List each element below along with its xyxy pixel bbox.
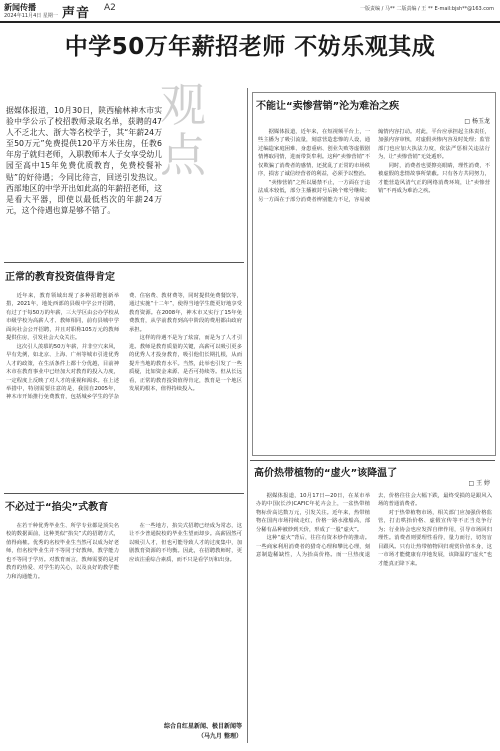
source-line: 综合自红星新闻、极目新闻等 [163,723,242,730]
article-title: 正常的教育投资值得肯定 [5,272,115,283]
paragraph: 在一些地方，掐尖式招聘已经成为常态，这让不少普通院校的毕业生望而却步。高薪固然可以吸引人才，但也可能导致人才的过度集中，加剧教育资源的不均衡。因此，在招聘教师时，更应该注重综合素质，而不只是看学历和出身。 [129,523,242,563]
newspaper-name: 新闻传播 [4,3,36,12]
article-title: 高价热带植物的“虚火”该降温了 [254,468,398,479]
paragraph: 据媒体报道，近年来，在短视频平台上，一些主播为了吸引流量，刻意营造悲惨的人设，通过编造家庭困难、身患重病、创业失败等虚假剧情博取同情，进而带货牟利。这种“卖惨营销”不仅欺骗了消费者的感情，还扰乱了正常的市场秩序，损害了诚信经营者的利益，必须予以整治。 [258,129,370,178]
source-note [126,722,242,742]
main-headline: 中学50万年薪招老师 不妨乐观其成 [64,34,436,60]
page-number: A2 [104,3,116,13]
paragraph: 同时，消费者也要擦亮眼睛，理性消费，不被虚假的悲情故事所蒙蔽。只有各方共同努力，才能营造风清气正的网络消费环境，让“卖惨营销”不再成为难治之疾。 [378,162,490,195]
masthead-rule [0,21,500,23]
issue-date: 2024年11月4日 星期一 [4,13,58,19]
paragraph: 在若干种优秀毕业生、所学专业都是顶尖名校的数据面前，这种类似“掐尖”式的招聘方式，值得商榷。优秀的名校毕业生当然可以成为好老师，但名校毕业生并不等同于好教师，教学能力也不等同于学历。对教育而言，教师需要的是对教育的热爱、对学生的关心，以及良好的教学能力和沟通能力。 [6,523,119,580]
section-rule [4,262,244,263]
paragraph: 近年来，教育领域出现了多种招聘创新举措，2021年，地处西部的县级中学公开招聘，有过了于每50万的年薪，三大学区由公办学校从市级学校为高薪人才、教师相同，前有县城中学面向社会公开招聘，并且对职称105万元的教师提供住房，引发社会大众关注。 [6,293,119,342]
paragraph: 这次引人羡慕的50万年薪，并非空穴来风，早有先例，如北京、上海、广州等城市引进优秀人才的政策，在生活条件上都十分优越，目前神木市在教育事业中已经加大对教育的投入力度，一定程度上反映了对人才的重视和渴求。在上述举措中，特别需要注意的是，我国自2005年，神木市开始推行免费教育，包括城乡学生的学杂费、住宿费、教材费等，同时提供免费餐饮等，通过实施“十二年”，使得当地学生能更好地享受教育资源。在2008年，神木市又实行了15年免费教育，从学前教育到高中阶段的费用都由政府承担。 [6,293,242,401]
article-body [258,128,490,450]
article-body [6,292,242,490]
masthead [0,0,500,22]
article-body [6,522,242,722]
paragraph: 这样的待遇不是为了炫富，而是为了人才引进。教师是教育质量的关键，高薪可以吸引更多的优秀人才投身教育，吸引他们长期扎根，从而提升当地的教育水平。当然，此举也引发了一些质疑，比如资金来源、是否可持续等。但从长远看，正常的教育投资值得肯定，教育是一个地区发展的根本，值得持续投入。 [129,335,242,392]
section-rule [4,493,244,494]
article-byline: □ 王 婷 [468,480,490,487]
article-body [256,492,492,746]
paragraph: “卖惨营销”之所以屡禁不止，一方面在于违法成本较低，部分主播被封号后换个账号继续；另一方面在于部分消费者辨别能力不足，容易被煽情内容打动。对此，平台应承担起主体责任，加强内容审核，对虚假卖惨内容及时处理；监管部门也应加大执法力度，依法严惩相关违法行为，让“卖惨营销”无处遁形。 [258,129,490,203]
column-watermark: 观点 [160,78,206,182]
article-title: 不能让“卖惨营销”沦为难治之疾 [256,101,400,112]
paragraph: 对于热带植物市场，相关部门应加强价格监管，打击哄抬价格、虚假宣传等不正当竞争行为；行业协会也应发挥自律作用，引导市场回归理性。消费者则要理性看待，量力而行，切勿盲目跟风。只有让热带植物回归观赏价值本身，这一市场才能健康有序地发展，该降温的“虚火”也才能真正降下来。 [378,509,492,567]
compiler-line: （马九月 整理） [197,733,242,740]
article-byline: □ 杨玉龙 [464,118,490,125]
paragraph: 这种“虚火”背后，往往有资本炒作的推动。一些商家利用消费者的猎奇心理和攀比心理，刻意制造稀缺性，人为抬高价格。而一旦热度退去，价格往往会大幅下跌，最终受损的是跟风入场的普通消费者。 [256,493,492,559]
column-divider [247,88,248,743]
lead-paragraph: 据媒体报道，10月30日，陕西榆林神木市实验中学公示了校招教师录取名单，获聘的47人不乏北大、浙大等名校学子，其“年薪24万至50万元”免费提供120平方米住房，任教6年房子就归老师，入职教师本人子女享受幼儿园至高中15年免费优质教育，免费校餐补贴”的好待遇；今同比待言，回送引发热议。西部地区的中学开出如此高的年薪招老师，这是看大平器，即使以最低档次的年薪24万元，这个待遇也算是够不错了。 [6,106,162,215]
paragraph: 据媒体报道，10月17日—20日，在某市举办的中国(长沙)CAFIC年花卉会上，一盆热带植物标价高达数万元，引发关注。近年来，热带植物在国内市场持续走红，价格一路水涨船高，部分稀有品种被炒到天价，形成了一股“虚火”。 [256,493,370,533]
section-name: 声音 [62,6,91,21]
article-title: 不必过于“掐尖”式教育 [5,502,109,513]
section-rule [250,460,495,461]
editor-info: 一版责编 / 马** 二版责编 / 王 ** E-mail:bjsh**@163.com [359,6,494,12]
